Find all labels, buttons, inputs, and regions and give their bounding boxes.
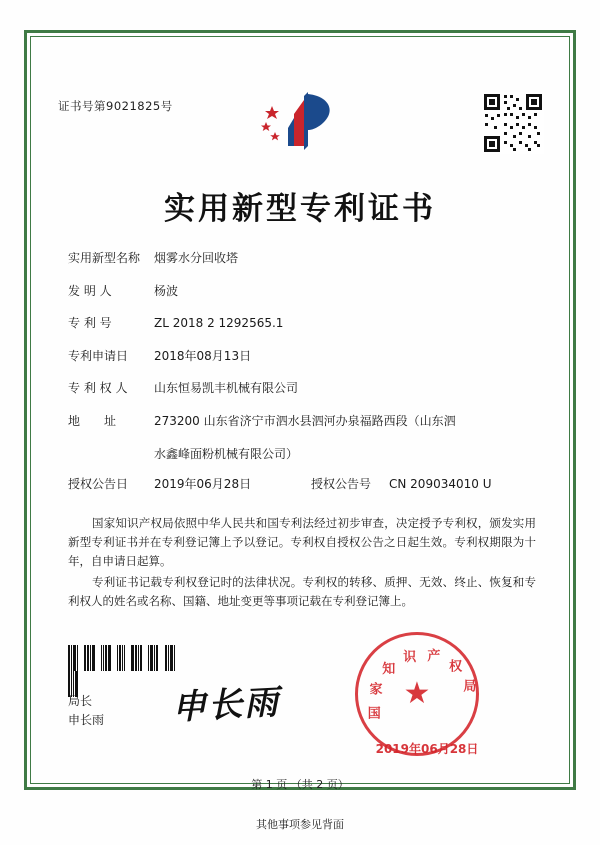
value-grant-date: 2019年06月28日	[154, 477, 252, 491]
value-address: 273200 山东省济宁市泗水县泗河办泉福路西段（山东泗	[154, 413, 456, 428]
barcode	[68, 645, 176, 671]
body-paragraph-1	[68, 514, 536, 571]
director-name: 申长雨	[68, 713, 105, 727]
seal-date: 2019年06月28日	[375, 742, 479, 756]
field-utility-model-name	[68, 250, 538, 267]
field-grant-number	[311, 476, 491, 493]
label-patentee: 专 利 权 人	[68, 381, 128, 395]
certificate-number: 证书号第9021825号	[58, 99, 173, 113]
seal-star-icon: ★	[403, 676, 431, 711]
footer-note: 其他事项参见背面	[256, 818, 344, 831]
patent-office-logo-icon	[258, 88, 344, 158]
label-patent-number: 专 利 号	[68, 316, 112, 330]
label-utility-model-name: 实用新型名称	[68, 251, 141, 265]
field-address	[68, 413, 538, 430]
field-patent-number	[68, 315, 538, 332]
label-application-date: 专利申请日	[68, 348, 129, 363]
field-inventor	[68, 283, 538, 300]
value-grant-number: CN 209034010 U	[389, 477, 492, 491]
label-inventor: 发 明 人	[68, 283, 112, 298]
label-grant-number: 授权公告号	[311, 477, 372, 491]
field-patentee	[68, 380, 538, 397]
director-handwritten-signature: 申长雨	[171, 682, 282, 728]
page-number: 第 1 页 （共 2 页）	[251, 778, 349, 791]
official-seal	[355, 632, 479, 756]
label-grant-date: 授权公告日	[68, 477, 129, 491]
value-utility-model-name: 烟雾水分回收塔	[154, 251, 239, 265]
field-grant-row	[68, 476, 538, 493]
value-patentee: 山东恒易凯丰机械有限公司	[154, 381, 299, 395]
value-patent-number: ZL 2018 2 1292565.1	[154, 316, 284, 330]
field-grant-date	[68, 476, 311, 493]
qr-code	[482, 92, 544, 154]
director-title: 局长	[68, 694, 93, 708]
corner-ornament-top-right	[550, 30, 576, 56]
label-address: 地 址	[68, 413, 117, 428]
body-paragraph-2-text: 专利证书记载专利权登记时的法律状况。专利权的转移、质押、无效、终止、恢复和专利权人的姓名或名称、国籍、地址变更等事项记载在专利登记簿上。	[68, 575, 536, 608]
field-list	[68, 250, 538, 509]
page-title: 实用新型专利证书	[164, 191, 436, 227]
field-application-date	[68, 348, 538, 365]
body-paragraph-2	[68, 573, 536, 611]
value-address-line2: 水鑫峰面粉机械有限公司）	[154, 447, 299, 461]
seal-text: 国 家 知 识 产 权 局	[367, 649, 477, 722]
body-paragraph-1-text: 国家知识产权局依照中华人民共和国专利法经过初步审查，决定授予专利权，颁发实用新型专利证书并在专利登记簿上予以登记。专利权自授权公告之日起生效。专利权期限为十年，自申请日起算。	[68, 516, 536, 568]
corner-ornament-top-left	[24, 30, 50, 56]
director-signature-label	[68, 692, 104, 730]
value-application-date: 2018年08月13日	[154, 348, 252, 363]
value-inventor: 杨波	[154, 283, 179, 298]
